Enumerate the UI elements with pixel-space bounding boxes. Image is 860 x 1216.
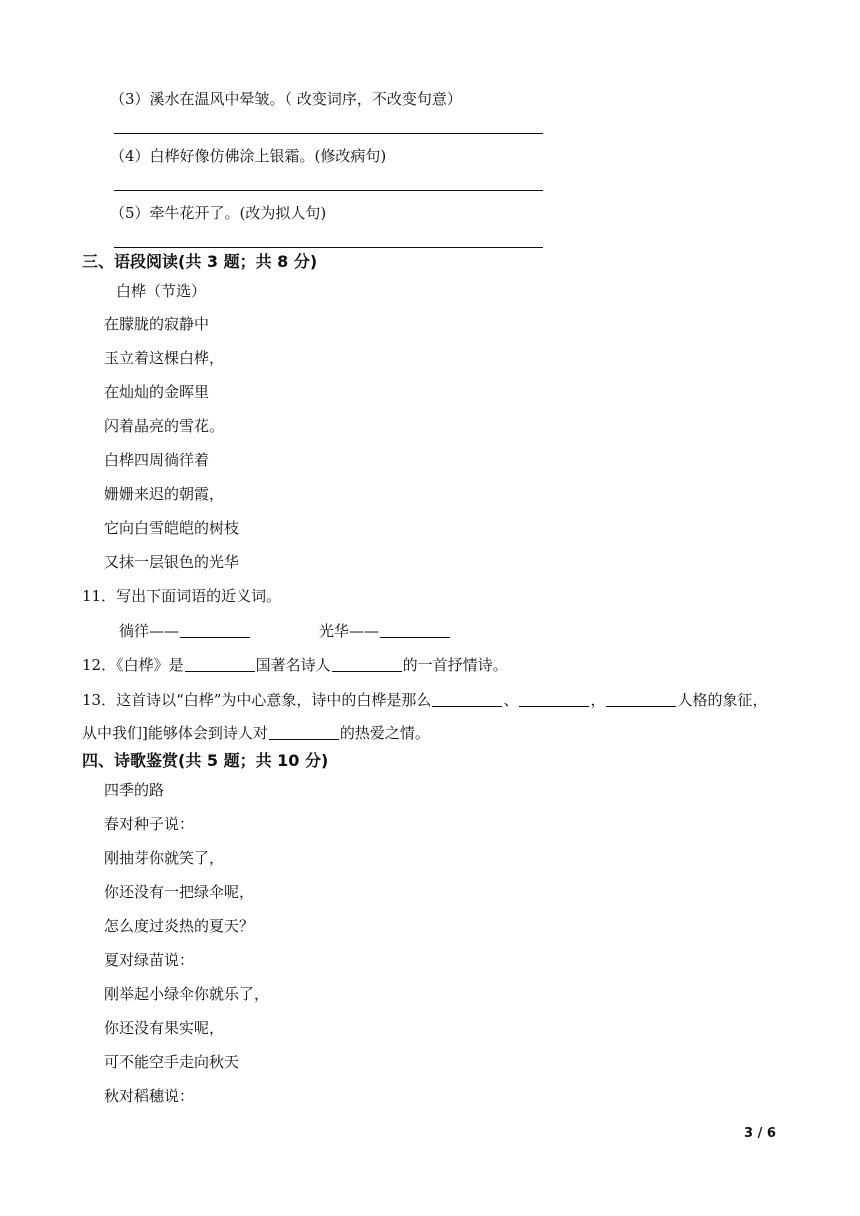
poem-line: 可不能空手走向秋天: [104, 1053, 240, 1071]
fill-blank[interactable]: [606, 690, 676, 707]
poem-line: 在灿灿的金晖里: [104, 383, 210, 401]
answer-line: [114, 247, 543, 248]
fill-blank[interactable]: [269, 723, 339, 740]
question-11: 11．写出下面词语的近义词。: [82, 587, 282, 605]
poem-line: 刚抽芽你就笑了，: [104, 849, 225, 867]
poem-line: 姗姗来迟的朝霞，: [104, 485, 225, 503]
fill-blank[interactable]: [185, 655, 255, 672]
poem-line: 在朦胧的寂静中: [104, 315, 210, 333]
poem-title: 四季的路: [104, 781, 165, 799]
question-13-line2: 从中我们]能够体会到诗人对 的热爱之情。: [82, 724, 430, 742]
poem-line: 它向白雪皑皑的树枝: [104, 519, 240, 537]
poem-line: 玉立着这棵白桦，: [104, 349, 225, 367]
poem-line: 夏对绿苗说：: [104, 951, 195, 969]
poem-line: 你还没有果实呢，: [104, 1019, 225, 1037]
poem-line: 春对种子说：: [104, 815, 195, 833]
poem-line: 刚举起小绿伞你就乐了，: [104, 985, 270, 1003]
question-12: 12．《白桦》是 国著名诗人 的一首抒情诗。: [82, 656, 508, 674]
poem-line: 你还没有一把绿伞呢，: [104, 883, 255, 901]
fill-blank[interactable]: [180, 621, 250, 638]
question-13: 13．这首诗以“白桦”为中心意象，诗中的白桦是那么 、 ， 人格的象征，: [82, 691, 768, 709]
fill-blank[interactable]: [380, 621, 450, 638]
page-number: 3 / 6: [744, 1126, 776, 1141]
section-heading: 三、语段阅读(共 3 题；共 8 分): [82, 252, 318, 271]
poem-line: 闪着晶亮的雪花。: [104, 417, 225, 435]
rewrite-item-5: （5）牵牛花开了。(改为拟人句): [110, 204, 327, 222]
poem-line: 怎么度过炎热的夏天？: [104, 917, 255, 935]
poem-line: 又抹一层银色的光华: [104, 553, 240, 571]
rewrite-item-4: （4）白桦好像仿佛涂上银霜。(修改病句): [110, 147, 387, 165]
q11-item-1: 徜徉——: [119, 621, 251, 641]
rewrite-item-3: （3）溪水在温风中晕皱。（ 改变词序，不改变句意）: [110, 90, 462, 108]
fill-blank[interactable]: [432, 690, 502, 707]
section-heading: 四、诗歌鉴赏(共 5 题；共 10 分): [82, 751, 329, 770]
answer-line: [114, 133, 543, 134]
fill-blank[interactable]: [332, 655, 402, 672]
poem-title: 白桦（节选）: [116, 282, 207, 300]
answer-line: [114, 190, 543, 191]
fill-blank[interactable]: [519, 690, 589, 707]
poem-line: 白桦四周徜徉着: [104, 451, 210, 469]
q11-item-2: 光华——: [319, 621, 451, 641]
poem-line: 秋对稻穗说：: [104, 1087, 195, 1105]
